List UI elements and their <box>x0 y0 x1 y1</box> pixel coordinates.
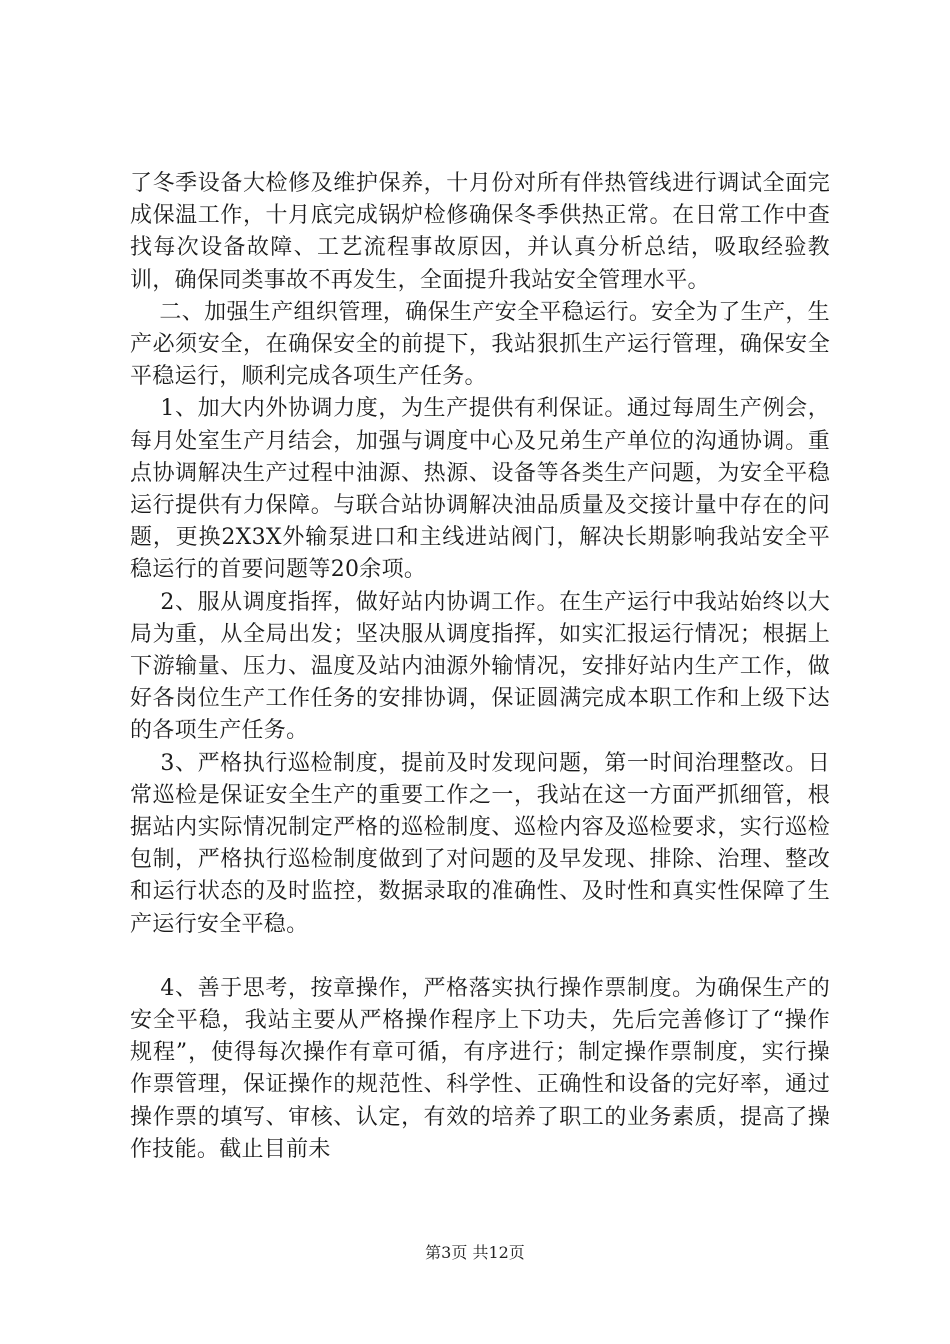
page-footer: 第3页 共12页 <box>425 1243 525 1262</box>
document-body <box>130 168 830 1166</box>
paragraph-5: 3、严格执行巡检制度，提前及时发现问题，第一时间治理整改。日常巡检是保证安全生产的重要工作之一，我站在这一方面严抓细管，根据站内实际情况制定严格的巡检制度、巡检内容及巡检要求，实行巡检包制，严格执行巡检制度做到了对问题的及早发现、排除、治理、整改和运行状态的及时监控，数据录取的准确性、及时性和真实性保障了生产运行安全平稳。 <box>130 750 830 937</box>
paragraph-1: 了冬季设备大检修及维护保养，十月份对所有伴热管线进行调试全面完成保温工作，十月底完成锅炉检修确保冬季供热正常。在日常工作中查找每次设备故障、工艺流程事故原因，并认真分析总结，吸取经验教训，确保同类事故不再发生，全面提升我站安全管理水平。 <box>130 171 830 293</box>
paragraph-3: 1、加大内外协调力度，为生产提供有利保证。通过每周生产例会，每月处室生产月结会，加强与调度中心及兄弟生产单位的沟通协调。重点协调解决生产过程中油源、热源、设备等各类生产问题，为安全平稳运行提供有力保障。与联合站协调解决油品质量及交接计量中存在的问题，更换2X3X外输泵进口和主线进站阀门，解决长期影响我站安全平稳运行的首要问题等20余项。 <box>130 396 830 583</box>
paragraph-6: 4、善于思考，按章操作，严格落实执行操作票制度。为确保生产的安全平稳，我站主要从严格操作程序上下功夫，先后完善修订了“操作规程”，使得每次操作有章可循，有序进行；制定操作票制度，实行操作票管理，保证操作的规范性、科学性、正确性和设备的完好率，通过操作票的填写、审核、认定，有效的培养了职工的业务素质，提高了操作技能。截止目前未 <box>130 975 830 1162</box>
paragraph-2: 二、加强生产组织管理，确保生产安全平稳运行。安全为了生产，生产必须安全，在确保安全的前提下，我站狠抓生产运行管理，确保安全平稳运行，顺利完成各项生产任务。 <box>130 299 830 390</box>
paragraph-4: 2、服从调度指挥，做好站内协调工作。在生产运行中我站始终以大局为重，从全局出发；坚决服从调度指挥，如实汇报运行情况；根据上下游输量、压力、温度及站内油源外输情况，安排好站内生产工作，做好各岗位生产工作任务的安排协调，保证圆满完成本职工作和上级下达的各项生产任务。 <box>130 589 830 744</box>
